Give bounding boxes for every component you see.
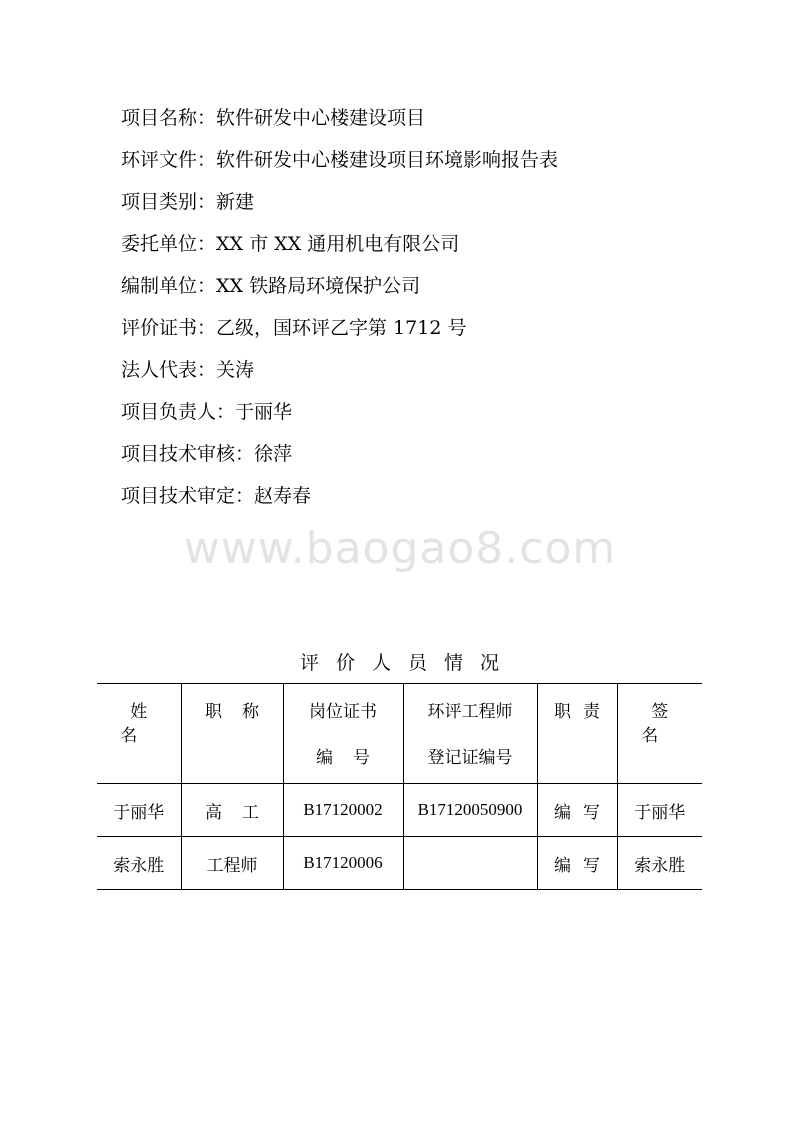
info-client: 委托单位：XX 市 XX 通用机电有限公司 [121, 233, 460, 255]
header-registration: 环评工程师 登记证编号 [403, 684, 537, 784]
cell-duty: 编写 [537, 837, 617, 890]
header-title: 职称 [181, 684, 283, 784]
cell-cert: B17120006 [283, 837, 403, 890]
cell-registration: B17120050900 [403, 784, 537, 837]
info-technical-approval: 项目技术审定：赵寿春 [121, 485, 312, 507]
cell-registration [403, 837, 537, 890]
cell-title: 高工 [181, 784, 283, 837]
cell-name: 于丽华 [97, 784, 181, 837]
info-technical-review: 项目技术审核：徐萍 [121, 443, 293, 465]
info-project-category: 项目类别：新建 [121, 191, 255, 213]
cell-duty: 编写 [537, 784, 617, 837]
cell-name: 索永胜 [97, 837, 181, 890]
table-row [97, 837, 702, 890]
info-legal-representative: 法人代表：关涛 [121, 359, 255, 381]
cell-title: 工程师 [181, 837, 283, 890]
table-row [97, 784, 702, 837]
cell-cert: B17120002 [283, 784, 403, 837]
watermark: www.baogao8.com [183, 523, 617, 574]
table-header-row [97, 684, 702, 784]
info-eia-document: 环评文件：软件研发中心楼建设项目环境影响报告表 [121, 149, 559, 171]
info-preparer: 编制单位：XX 铁路局环境保护公司 [121, 275, 421, 297]
header-cert: 岗位证书 编号 [283, 684, 403, 784]
header-sign: 签名 [617, 684, 702, 784]
cell-sign: 索永胜 [617, 837, 702, 890]
header-duty: 职责 [537, 684, 617, 784]
info-project-lead: 项目负责人：于丽华 [121, 401, 293, 423]
info-project-name: 项目名称：软件研发中心楼建设项目 [121, 107, 426, 129]
cell-sign: 于丽华 [617, 784, 702, 837]
header-name: 姓名 [97, 684, 181, 784]
staff-table-title: 评价人员情况 [299, 652, 516, 674]
staff-table [97, 683, 702, 890]
project-info-list [121, 100, 558, 520]
info-certificate: 评价证书：乙级，国环评乙字第 1712 号 [121, 317, 467, 339]
